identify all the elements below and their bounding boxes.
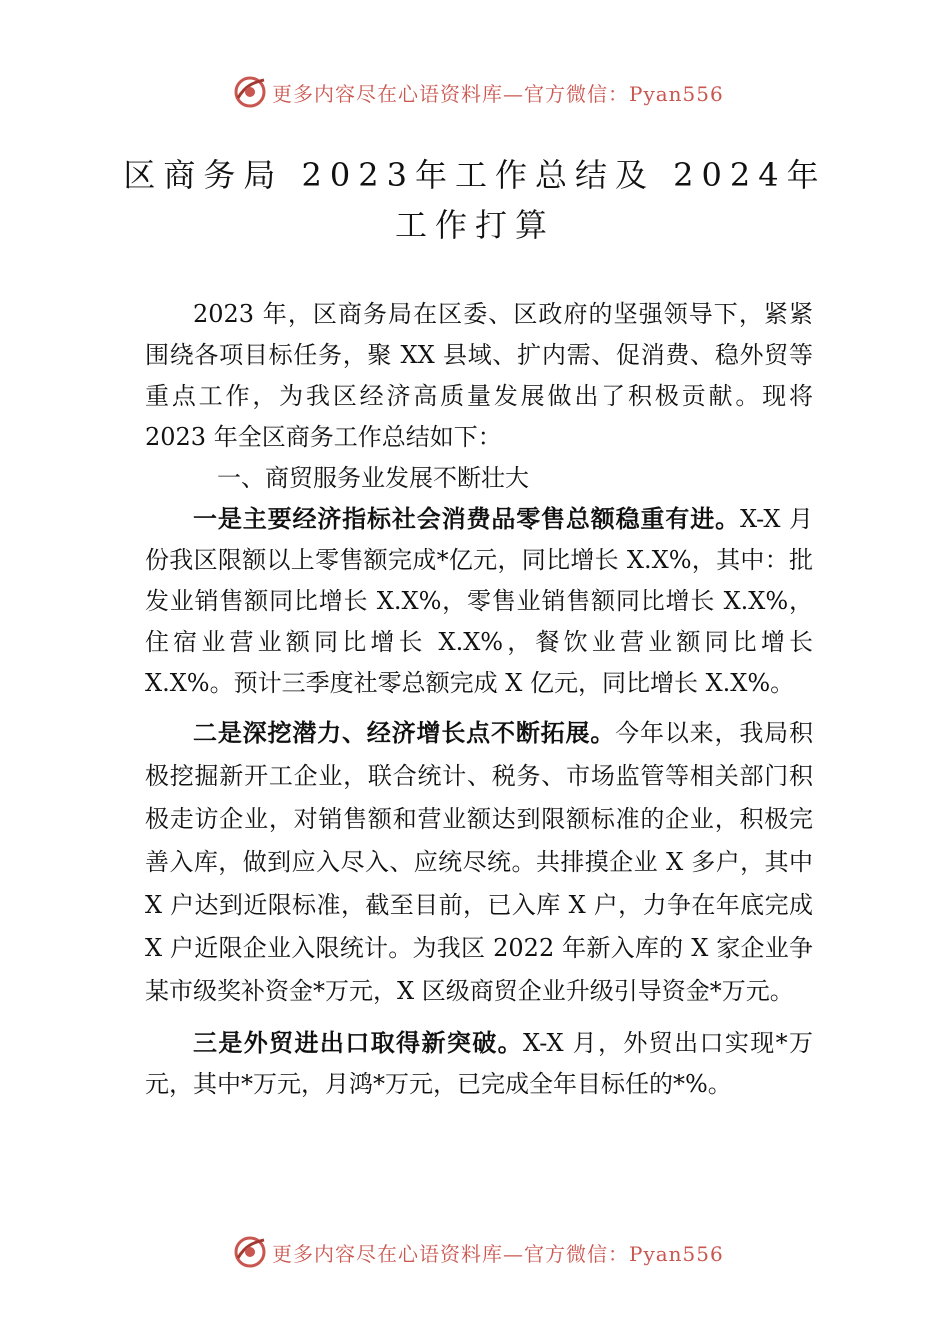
document-title-line2: 工作打算: [394, 206, 555, 244]
item-text-2: 今年以来，我局积极挖掘新开工企业，联合统计、税务、市场监管等相关部门积极走访企业，对销售额和营业额达到限额标准的企业，积极完善入库，做到应入尽入、应统尽统。共排摸企业 X 多户，其中 X 户达到近限标准，截至目前，已入库 X 户，力争在年底完成 X 户近限企业入限统计。为我区 2022 年新入库的 X 家企业争某市级奖补资金*万元，X 区级商贸企业升级引导资金*万元。: [145, 719, 814, 1005]
brand-logo-icon: [232, 1234, 268, 1270]
item-text-3: X-X 月，外贸出口实现*万元，其中*万元，月鸿*万元，已完成全年目标任的*%。: [145, 1029, 814, 1098]
item-paragraph-3: [145, 1023, 813, 1105]
item-lead-3: 三是外贸进出口取得新突破。: [193, 1029, 523, 1057]
watermark-footer: [232, 1232, 724, 1272]
document-title-line1: 区商务局 2023年工作总结及 2024年: [123, 156, 827, 194]
document-body: [145, 294, 813, 1105]
item-lead-1: 一是主要经济指标社会消费品零售总额稳重有进。: [193, 505, 740, 533]
watermark-text: 更多内容尽在心语资料库—官方微信：Pyan556: [272, 81, 724, 106]
brand-logo-icon: [232, 74, 268, 110]
section-heading: 一、商贸服务业发展不断壮大: [217, 464, 529, 492]
watermark-text: 更多内容尽在心语资料库—官方微信：Pyan556: [272, 1241, 724, 1266]
item-paragraph-1: [145, 499, 813, 704]
item-lead-2: 二是深挖潜力、经济增长点不断拓展。: [193, 719, 616, 747]
watermark-header: [232, 72, 724, 112]
intro-paragraph: 2023 年，区商务局在区委、区政府的坚强领导下，紧紧围绕各项目标任务，聚 XX 县域、扩内需、促消费、稳外贸等重点工作，为我区经济高质量发展做出了积极贡献。现将 2023 年全区商务工作总结如下：: [145, 300, 813, 451]
item-text-1: X-X 月份我区限额以上零售额完成*亿元，同比增长 X.X%，其中：批发业销售额同比增长 X.X%，零售业销售额同比增长 X.X%，住宿业营业额同比增长 X.X%，餐饮业营业额同比增长 X.X%。预计三季度社零总额完成 X 亿元，同比增长 X.X%。: [145, 505, 813, 697]
item-paragraph-2: [145, 712, 813, 1013]
